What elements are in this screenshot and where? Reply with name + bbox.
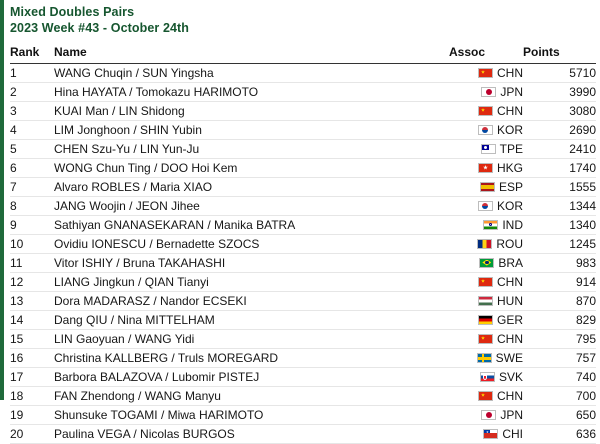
flag-icon [483,220,498,230]
cell-points: 870 [523,292,596,311]
assoc-code: HKG [496,160,523,175]
cell-rank: 1 [10,64,54,83]
cell-assoc [449,159,523,178]
cell-points: 795 [523,330,596,349]
table-row[interactable] [10,178,596,197]
flag-icon [479,258,494,268]
table-row[interactable] [10,330,596,349]
cell-name: FAN Zhendong / WANG Manyu [54,387,449,406]
cell-assoc [449,406,523,425]
table-row[interactable] [10,121,596,140]
flag-star-icon [486,431,489,434]
cell-name: Vitor ISHIY / Bruna TAKAHASHI [54,254,449,273]
cell-assoc [449,292,523,311]
assoc-group [477,351,523,365]
cell-rank: 5 [10,140,54,159]
table-header-row [10,45,596,64]
cell-rank: 16 [10,349,54,368]
cell-assoc [449,102,523,121]
cell-rank: 6 [10,159,54,178]
flag-icon [478,315,493,325]
page-subtitle: 2023 Week #43 - October 24th [10,21,190,35]
cell-points: 914 [523,273,596,292]
assoc-group [483,427,523,441]
cell-name: CHEN Szu-Yu / LIN Yun-Ju [54,140,449,159]
assoc-group [478,161,523,175]
assoc-group [477,237,523,251]
assoc-code: CHN [497,274,523,289]
flag-icon [478,201,493,211]
cell-assoc [449,83,523,102]
assoc-group [478,104,523,118]
assoc-group [478,199,523,213]
assoc-code: CHN [497,65,523,80]
assoc-code: CHN [497,388,523,403]
table-row[interactable] [10,83,596,102]
table-row[interactable] [10,235,596,254]
cell-rank: 14 [10,311,54,330]
flag-icon [480,372,495,382]
cell-points: 740 [523,368,596,387]
assoc-code: CHN [497,103,523,118]
cell-points: 983 [523,254,596,273]
table-row[interactable] [10,406,596,425]
cell-name: Dang QIU / Nina MITTELHAM [54,311,449,330]
assoc-group [481,142,523,156]
flag-icon [477,353,492,363]
table-row[interactable] [10,349,596,368]
assoc-code: TPE [499,141,523,156]
cell-rank: 12 [10,273,54,292]
cell-points: 636 [523,425,596,444]
flag-icon [478,334,493,344]
table-row[interactable] [10,102,596,121]
assoc-group [478,123,523,137]
cell-rank: 4 [10,121,54,140]
cell-points: 3990 [523,83,596,102]
cell-rank: 19 [10,406,54,425]
flag-icon [478,163,493,173]
table-row[interactable] [10,254,596,273]
cell-rank: 17 [10,368,54,387]
page-header [10,0,592,36]
cell-rank: 10 [10,235,54,254]
cell-name: Shunsuke TOGAMI / Miwa HARIMOTO [54,406,449,425]
rankings-table-wrapper [10,45,596,444]
assoc-group [481,408,523,422]
cell-name: Dora MADARASZ / Nandor ECSEKI [54,292,449,311]
cell-rank: 20 [10,425,54,444]
flag-icon [478,68,493,78]
flag-icon [481,144,496,154]
cell-assoc [449,121,523,140]
cell-assoc [449,273,523,292]
cell-points: 2410 [523,140,596,159]
cell-name: LIANG Jingkun / QIAN Tianyi [54,273,449,292]
assoc-code: ROU [496,236,523,251]
cell-points: 1740 [523,159,596,178]
cell-assoc [449,140,523,159]
table-body [10,64,596,444]
assoc-code: ESP [498,179,523,194]
cell-assoc [449,425,523,444]
column-header-assoc[interactable]: Assoc [449,45,523,64]
table-header [10,45,596,64]
cell-rank: 11 [10,254,54,273]
assoc-group [478,389,523,403]
table-row[interactable] [10,273,596,292]
assoc-code: CHI [502,426,523,441]
cell-name: LIM Jonghoon / SHIN Yubin [54,121,449,140]
table-row[interactable] [10,311,596,330]
assoc-code: CHN [497,331,523,346]
cell-rank: 2 [10,83,54,102]
page-content [4,0,600,441]
cell-name: Alvaro ROBLES / Maria XIAO [54,178,449,197]
table-row[interactable] [10,159,596,178]
cell-assoc [449,197,523,216]
cell-points: 650 [523,406,596,425]
cell-assoc [449,330,523,349]
assoc-code: IND [502,217,523,232]
flag-icon [477,239,492,249]
cell-assoc [449,64,523,83]
cell-points: 1555 [523,178,596,197]
table-row[interactable] [10,387,596,406]
cell-points: 5710 [523,64,596,83]
cell-points: 1344 [523,197,596,216]
column-header-rank[interactable]: Rank [10,45,54,64]
assoc-code: KOR [496,122,523,137]
assoc-group [478,332,523,346]
cell-name: WANG Chuqin / SUN Yingsha [54,64,449,83]
flag-icon [478,391,493,401]
assoc-code: GER [496,312,523,327]
table-row[interactable] [10,425,596,444]
cell-name: JANG Woojin / JEON Jihee [54,197,449,216]
cell-assoc [449,178,523,197]
assoc-code: BRA [498,255,523,270]
cell-points: 1340 [523,216,596,235]
assoc-code: JPN [500,84,523,99]
cell-rank: 7 [10,178,54,197]
cell-points: 700 [523,387,596,406]
cell-assoc [449,235,523,254]
cell-name: Christina KALLBERG / Truls MOREGARD [54,349,449,368]
flag-icon [478,296,493,306]
cell-rank: 8 [10,197,54,216]
cell-rank: 18 [10,387,54,406]
assoc-group [478,66,523,80]
flag-icon [478,106,493,116]
assoc-code: HUN [497,293,523,308]
assoc-group [480,180,523,194]
rankings-table [10,45,596,444]
cell-name: Paulina VEGA / Nicolas BURGOS [54,425,449,444]
cell-points: 757 [523,349,596,368]
flag-icon [483,429,498,439]
flag-icon [478,277,493,287]
assoc-code: KOR [496,198,523,213]
cell-name: Sathiyan GNANASEKARAN / Manika BATRA [54,216,449,235]
column-header-points[interactable]: Points [523,45,596,64]
cell-name: WONG Chun Ting / DOO Hoi Kem [54,159,449,178]
cell-rank: 13 [10,292,54,311]
cell-rank: 9 [10,216,54,235]
cell-name: LIN Gaoyuan / WANG Yidi [54,330,449,349]
cell-name: KUAI Man / LIN Shidong [54,102,449,121]
assoc-code: SWE [495,350,523,365]
flag-icon [480,182,495,192]
cell-assoc [449,368,523,387]
cell-assoc [449,254,523,273]
assoc-group [481,85,523,99]
cell-points: 3080 [523,102,596,121]
cell-points: 2690 [523,121,596,140]
assoc-group [478,294,523,308]
cell-name: Barbora BALAZOVA / Lubomir PISTEJ [54,368,449,387]
cell-name: Hina HAYATA / Tomokazu HARIMOTO [54,83,449,102]
cell-rank: 3 [10,102,54,121]
table-row[interactable] [10,216,596,235]
flag-icon [478,125,493,135]
cell-rank: 15 [10,330,54,349]
cell-assoc [449,311,523,330]
cell-assoc [449,216,523,235]
assoc-group [478,313,523,327]
table-row[interactable] [10,197,596,216]
cell-points: 829 [523,311,596,330]
cell-assoc [449,349,523,368]
cell-assoc [449,387,523,406]
assoc-group [479,256,523,270]
assoc-group [483,218,523,232]
cell-name: Ovidiu IONESCU / Bernadette SZOCS [54,235,449,254]
assoc-code: JPN [500,407,523,422]
cell-points: 1245 [523,235,596,254]
page-title: Mixed Doubles Pairs [10,5,135,19]
table-row[interactable] [10,292,596,311]
flag-icon [481,410,496,420]
column-header-name[interactable]: Name [54,45,449,64]
table-row[interactable] [10,140,596,159]
assoc-group [478,275,523,289]
assoc-group [480,370,523,384]
table-row[interactable] [10,368,596,387]
table-row[interactable] [10,64,596,83]
flag-icon [481,87,496,97]
assoc-code: SVK [498,369,523,384]
